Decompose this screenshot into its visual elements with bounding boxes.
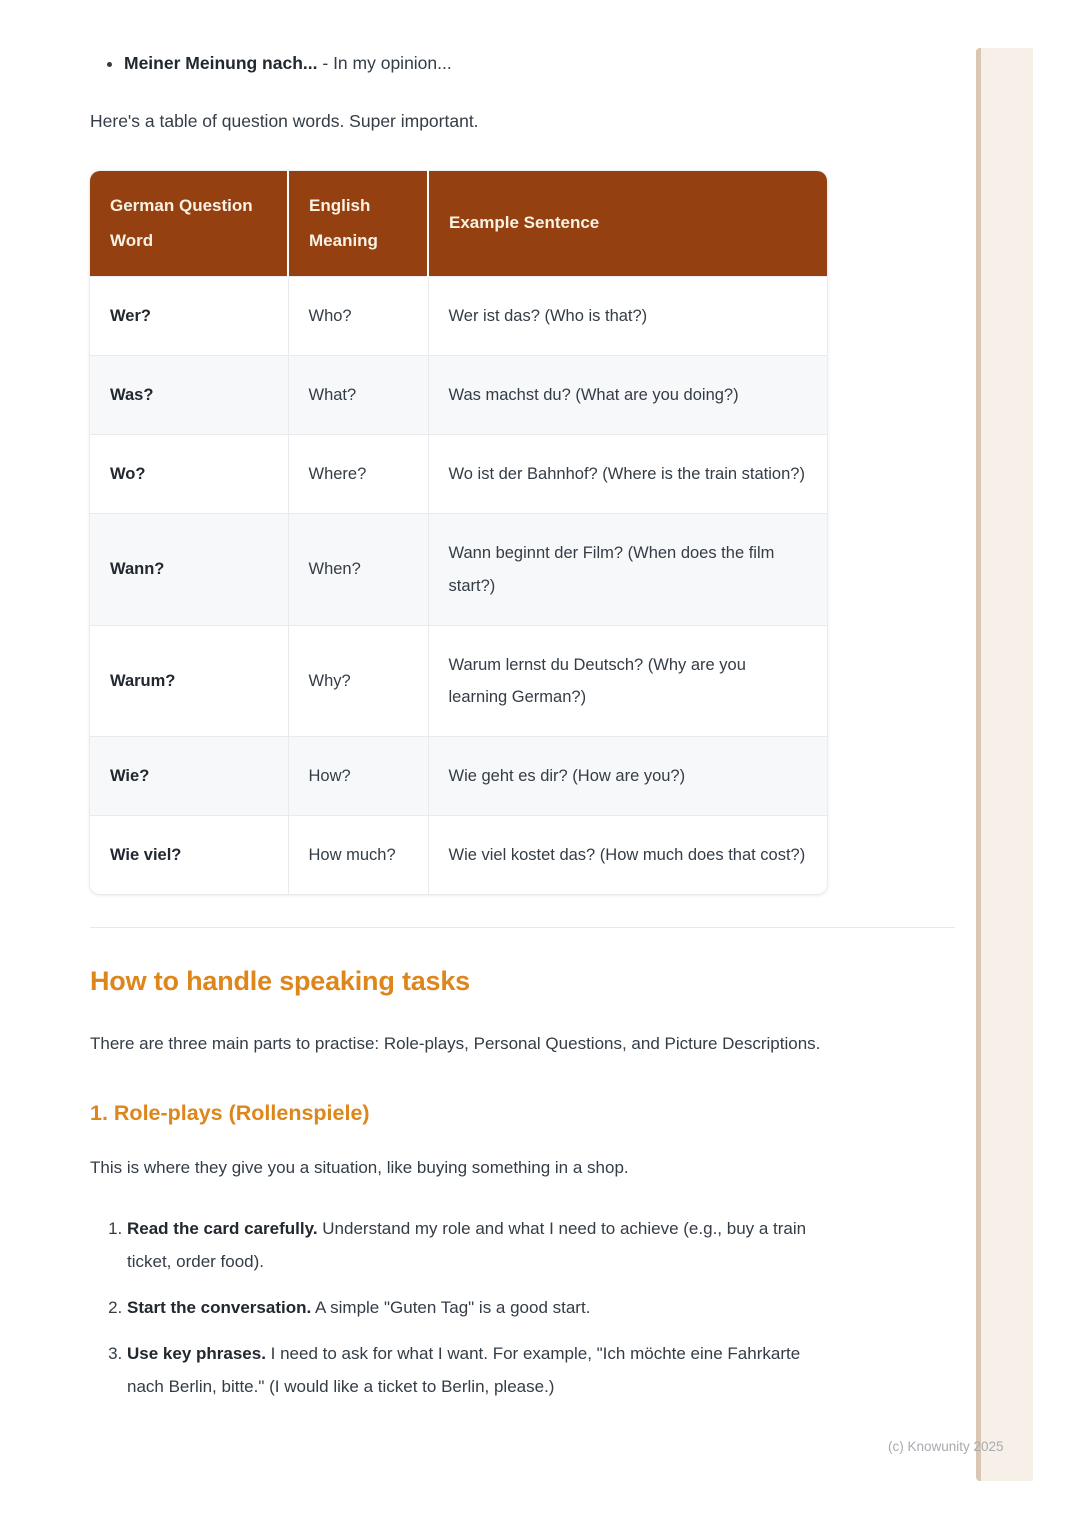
german-question-cell: Wann? <box>90 514 288 625</box>
step-title: Use key phrases. <box>127 1344 266 1364</box>
section-divider <box>90 927 955 928</box>
step-item <box>127 1337 827 1403</box>
english-meaning-cell: What? <box>288 356 428 435</box>
subsection-intro-text: This is where they give you a situation, like buying something in a shop. <box>90 1158 629 1178</box>
step-text: I need to ask for what I want. For example, "Ich möchte eine Fahrkarte nach Berlin, bitte." (I would like a ticket to Berlin, please.) <box>127 1344 801 1397</box>
phrase-bullet-list <box>90 50 827 76</box>
phrase-german: Meiner Meinung nach... <box>124 53 318 73</box>
table-row <box>90 514 827 625</box>
step-item <box>127 1291 827 1324</box>
document-content <box>90 0 827 1403</box>
english-meaning-cell: Where? <box>288 435 428 514</box>
example-sentence-cell: Wie viel kostet das? (How much does that cost?) <box>428 816 827 895</box>
next-page-edge[interactable] <box>976 48 1033 1481</box>
table-row <box>90 276 827 355</box>
section-intro-text: There are three main parts to practise: Role-plays, Personal Questions, and Picture Descriptions. <box>90 1034 821 1054</box>
example-sentence-cell: Wann beginnt der Film? (When does the film start?) <box>428 514 827 625</box>
table-body <box>90 276 827 894</box>
step-item <box>127 1212 827 1278</box>
step-text: A simple "Guten Tag" is a good start. <box>315 1297 591 1317</box>
english-meaning-cell: When? <box>288 514 428 625</box>
german-question-cell: Wo? <box>90 435 288 514</box>
question-words-table-grid <box>90 171 827 895</box>
german-question-cell: Wie? <box>90 737 288 816</box>
table-row <box>90 625 827 736</box>
steps-list <box>90 1212 827 1404</box>
german-question-cell: Wer? <box>90 276 288 355</box>
step-title: Start the conversation. <box>127 1297 312 1317</box>
german-question-cell: Warum? <box>90 625 288 736</box>
phrase-translation: - In my opinion... <box>322 53 452 73</box>
table-header-row <box>90 171 827 277</box>
subsection-title: 1. Role-plays (Rollenspiele) <box>90 1101 370 1126</box>
english-meaning-cell: Who? <box>288 276 428 355</box>
step-text: Understand my role and what I need to achieve (e.g., buy a train ticket, order food). <box>127 1218 807 1271</box>
table-row <box>90 816 827 895</box>
example-sentence-cell: Warum lernst du Deutsch? (Why are you learning German?) <box>428 625 827 736</box>
example-sentence-cell: Wie geht es dir? (How are you?) <box>428 737 827 816</box>
section-title: How to handle speaking tasks <box>90 966 470 997</box>
english-meaning-cell: Why? <box>288 625 428 736</box>
step-title: Read the card carefully. <box>127 1218 318 1238</box>
table-row <box>90 356 827 435</box>
example-sentence-cell: Was machst du? (What are you doing?) <box>428 356 827 435</box>
english-meaning-cell: How? <box>288 737 428 816</box>
german-question-cell: Was? <box>90 356 288 435</box>
german-question-cell: Wie viel? <box>90 816 288 895</box>
copyright-text: (c) Knowunity 2025 <box>888 1439 1004 1454</box>
col-header-german-question-word: German Question Word <box>90 171 288 277</box>
question-words-table <box>90 171 827 895</box>
table-intro-text: Here's a table of question words. Super important. <box>90 111 479 132</box>
table-row <box>90 435 827 514</box>
phrase-item <box>124 50 827 76</box>
col-header-english-meaning: English Meaning <box>288 171 428 277</box>
english-meaning-cell: How much? <box>288 816 428 895</box>
table-row <box>90 737 827 816</box>
example-sentence-cell: Wer ist das? (Who is that?) <box>428 276 827 355</box>
example-sentence-cell: Wo ist der Bahnhof? (Where is the train station?) <box>428 435 827 514</box>
col-header-example-sentence: Example Sentence <box>428 171 827 277</box>
